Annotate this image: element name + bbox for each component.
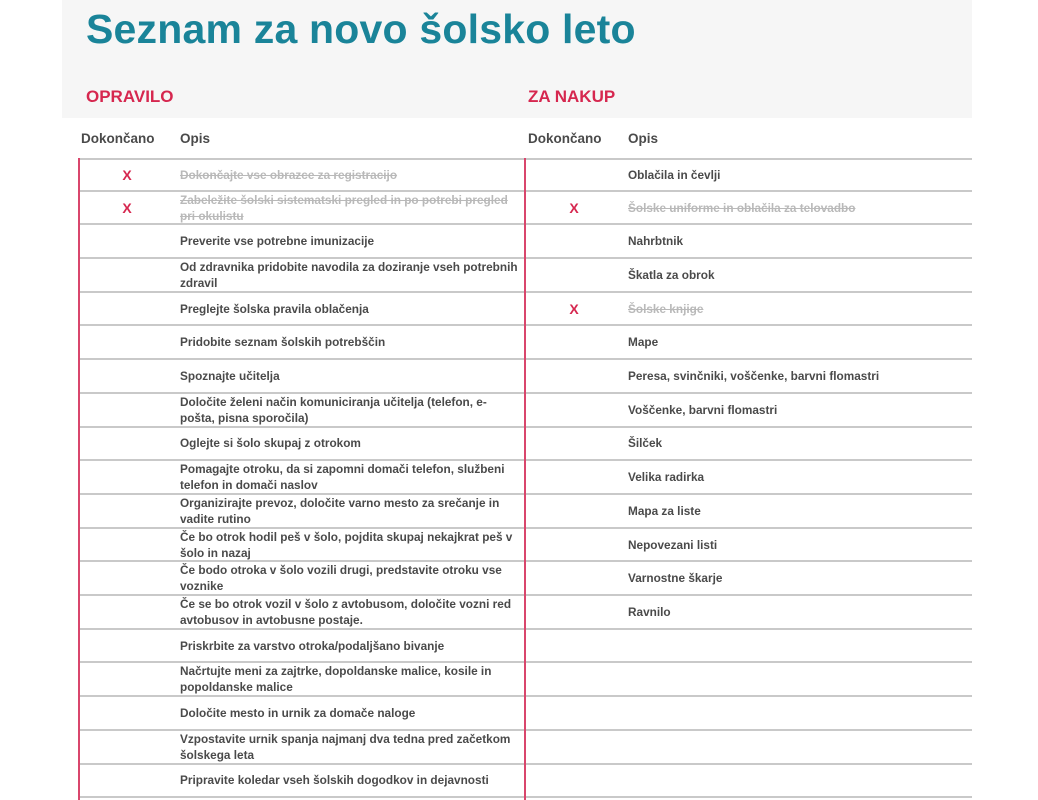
tasks-row	[78, 327, 525, 361]
shopping-row	[525, 562, 972, 596]
item-description	[180, 394, 520, 426]
item-description	[628, 293, 968, 325]
item-text: Priskrbite za varstvo otroka/podaljšano bivanje	[180, 638, 445, 653]
done-mark[interactable]	[527, 529, 621, 561]
item-text: Oblačila in čevlji	[628, 167, 721, 182]
shopping-row	[525, 158, 972, 192]
done-mark[interactable]	[80, 225, 174, 257]
item-description	[628, 327, 968, 359]
item-description	[628, 765, 968, 797]
item-description	[180, 765, 520, 797]
done-mark[interactable]	[527, 259, 621, 291]
done-mark[interactable]	[80, 495, 174, 527]
shopping-row	[525, 259, 972, 293]
shopping-row	[525, 428, 972, 462]
shopping-row	[525, 293, 972, 327]
done-mark[interactable]	[80, 360, 174, 392]
checklist-page	[62, 0, 972, 800]
page-title: Seznam za novo šolsko leto	[86, 6, 636, 52]
tasks-row	[78, 225, 525, 259]
item-text: Če se bo otrok vozil v šolo z avtobusom, določite vozni red avtobusov in avtobusne postaje.	[180, 596, 512, 627]
item-description	[180, 529, 520, 561]
done-mark[interactable]	[80, 259, 174, 291]
item-description	[628, 731, 968, 763]
tasks-header-description: Opis	[180, 131, 211, 146]
tasks-row	[78, 630, 525, 664]
item-text: Šilček	[628, 436, 663, 451]
item-text: Vzpostavite urnik spanja najmanj dva tedna pred začetkom šolskega leta	[180, 731, 511, 762]
done-mark[interactable]	[80, 596, 174, 628]
item-description	[180, 360, 520, 392]
shopping-row	[525, 596, 972, 630]
item-description	[628, 225, 968, 257]
tasks-row	[78, 428, 525, 462]
item-description	[628, 160, 968, 190]
tasks-row	[78, 529, 525, 563]
item-text: Zabeležite šolski sistematski pregled in po potrebi pregled pri okulistu	[180, 192, 508, 223]
tasks-section-title: OPRAVILO	[86, 87, 174, 106]
item-text: Varnostne škarje	[628, 571, 723, 586]
item-description	[180, 259, 520, 291]
done-mark[interactable]	[80, 428, 174, 460]
done-mark[interactable]	[527, 664, 621, 696]
done-mark[interactable]	[80, 529, 174, 561]
done-mark[interactable]	[527, 495, 621, 527]
item-description	[628, 562, 968, 594]
item-text: Mape	[628, 335, 659, 350]
done-mark[interactable]	[527, 428, 621, 460]
item-description	[628, 697, 968, 729]
shopping-margin-line	[524, 158, 526, 800]
item-text: Nepovezani listi	[628, 537, 718, 552]
shopping-row	[525, 697, 972, 731]
item-text: Mapa za liste	[628, 503, 701, 518]
shopping-row	[525, 765, 972, 799]
done-mark[interactable]	[527, 327, 621, 359]
tasks-row	[78, 158, 525, 192]
done-mark[interactable]	[80, 293, 174, 325]
tasks-row	[78, 495, 525, 529]
shopping-table	[525, 158, 972, 800]
item-text: Pripravite koledar vseh šolskih dogodkov in dejavnosti	[180, 773, 489, 788]
tasks-row	[78, 562, 525, 596]
tasks-row	[78, 192, 525, 226]
done-mark[interactable]	[527, 225, 621, 257]
item-description	[180, 664, 520, 696]
tasks-row	[78, 394, 525, 428]
header-banner	[62, 0, 972, 118]
item-text: Organizirajte prevoz, določite varno mesto za srečanje in vadite rutino	[180, 495, 500, 526]
item-description	[628, 664, 968, 696]
done-mark[interactable]: X	[122, 166, 132, 183]
shopping-row	[525, 664, 972, 698]
tasks-row	[78, 664, 525, 698]
item-description	[628, 495, 968, 527]
shopping-row	[525, 327, 972, 361]
done-mark[interactable]	[80, 461, 174, 493]
shopping-row	[525, 495, 972, 529]
done-mark[interactable]	[527, 160, 621, 190]
tasks-row	[78, 697, 525, 731]
item-text: Spoznajte učitelja	[180, 369, 280, 384]
done-mark[interactable]	[80, 664, 174, 696]
done-mark[interactable]	[80, 697, 174, 729]
item-description	[628, 630, 968, 662]
item-description	[628, 394, 968, 426]
shopping-row	[525, 225, 972, 259]
item-description	[628, 461, 968, 493]
item-description	[180, 495, 520, 527]
item-text: Oglejte si šolo skupaj z otrokom	[180, 436, 361, 451]
item-description	[180, 293, 520, 325]
item-text: Nahrbtnik	[628, 234, 684, 249]
item-text: Šolske uniforme in oblačila za telovadbo	[628, 200, 856, 215]
tasks-margin-line	[78, 158, 80, 800]
shopping-row	[525, 394, 972, 428]
tasks-row	[78, 461, 525, 495]
item-text: Določite želeni način komuniciranja učitelja (telefon, e-pošta, pisna sporočila)	[180, 394, 487, 425]
done-mark[interactable]	[527, 731, 621, 763]
item-description	[180, 596, 520, 628]
shopping-row	[525, 630, 972, 664]
item-description	[628, 192, 968, 224]
tasks-row	[78, 259, 525, 293]
tasks-row	[78, 596, 525, 630]
item-text: Dokončajte vse obrazce za registracijo	[180, 167, 398, 182]
item-description	[180, 225, 520, 257]
done-mark[interactable]	[527, 765, 621, 797]
item-description	[180, 731, 520, 763]
item-description	[628, 529, 968, 561]
done-mark[interactable]: X	[122, 199, 132, 216]
done-mark[interactable]	[80, 731, 174, 763]
done-mark[interactable]	[80, 327, 174, 359]
shopping-row	[525, 360, 972, 394]
done-mark[interactable]	[80, 630, 174, 662]
item-description	[180, 428, 520, 460]
done-mark[interactable]	[527, 562, 621, 594]
item-description	[180, 327, 520, 359]
item-text: Če bodo otroka v šolo vozili drugi, predstavite otroku vse voznike	[180, 563, 502, 594]
item-description	[180, 630, 520, 662]
done-mark[interactable]: X	[569, 199, 579, 216]
item-description	[628, 596, 968, 628]
tasks-row	[78, 293, 525, 327]
tasks-row	[78, 360, 525, 394]
tasks-row	[78, 731, 525, 765]
item-text: Peresa, svinčniki, voščenke, barvni flomastri	[628, 369, 880, 384]
done-mark[interactable]	[80, 394, 174, 426]
item-text: Preverite vse potrebne imunizacije	[180, 234, 375, 249]
item-description	[180, 192, 520, 224]
item-text: Pridobite seznam šolskih potrebščin	[180, 335, 386, 350]
item-description	[628, 360, 968, 392]
item-description	[180, 697, 520, 729]
item-text: Določite mesto in urnik za domače naloge	[180, 706, 416, 721]
item-description	[180, 562, 520, 594]
done-mark[interactable]	[527, 596, 621, 628]
shopping-row	[525, 192, 972, 226]
item-text: Načrtujte meni za zajtrke, dopoldanske malice, kosile in popoldanske malice	[180, 664, 492, 695]
item-text: Ravnilo	[628, 604, 671, 619]
done-mark[interactable]	[80, 562, 174, 594]
done-mark[interactable]	[527, 360, 621, 392]
shopping-row	[525, 529, 972, 563]
item-text: Škatla za obrok	[628, 267, 715, 282]
item-description	[180, 160, 520, 190]
item-description	[180, 461, 520, 493]
shopping-section-title: ZA NAKUP	[528, 87, 616, 106]
item-description	[628, 259, 968, 291]
done-mark[interactable]: X	[569, 300, 579, 317]
item-text: Velika radirka	[628, 470, 705, 485]
tasks-table	[78, 158, 525, 800]
item-text: Šolske knjige	[628, 301, 704, 316]
item-text: Preglejte šolska pravila oblačenja	[180, 301, 369, 316]
done-mark[interactable]	[527, 697, 621, 729]
done-mark[interactable]	[80, 765, 174, 797]
tasks-header-done: Dokončano	[81, 131, 155, 146]
shopping-row	[525, 731, 972, 765]
shopping-header-done: Dokončano	[528, 131, 602, 146]
item-description	[628, 428, 968, 460]
done-mark[interactable]	[527, 461, 621, 493]
item-text: Če bo otrok hodil peš v šolo, pojdita skupaj nekajkrat peš v šolo in nazaj	[180, 529, 513, 560]
item-text: Pomagajte otroku, da si zapomni domači telefon, službeni telefon in domači naslov	[180, 462, 505, 493]
done-mark[interactable]	[527, 630, 621, 662]
item-text: Od zdravnika pridobite navodila za doziranje vseh potrebnih zdravil	[180, 259, 518, 290]
tasks-row	[78, 765, 525, 799]
item-text: Voščenke, barvni flomastri	[628, 402, 778, 417]
done-mark[interactable]	[527, 394, 621, 426]
shopping-row	[525, 461, 972, 495]
shopping-header-description: Opis	[628, 131, 659, 146]
